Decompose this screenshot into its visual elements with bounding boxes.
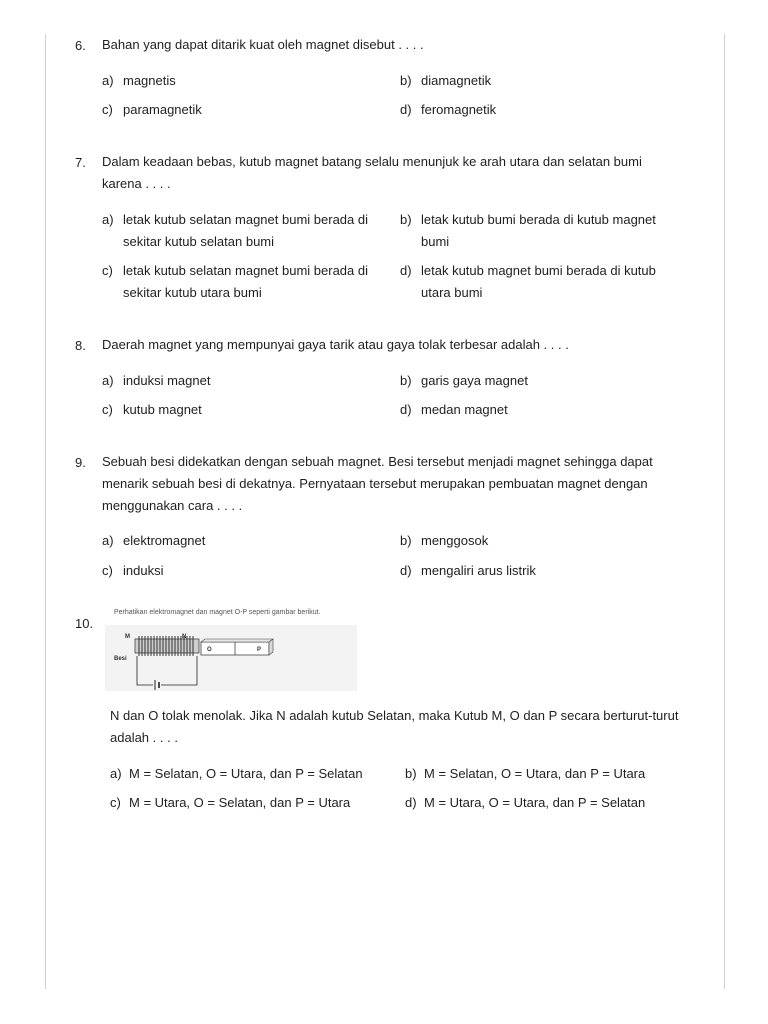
option-text: M = Selatan, O = Utara, dan P = Selatan	[129, 766, 363, 781]
option-text-line: letak kutub bumi berada di kutub magnet	[421, 212, 656, 227]
question-number: 6.	[75, 38, 86, 53]
option-text	[421, 209, 656, 253]
option-letter: c)	[102, 102, 113, 117]
bar-magnet-top	[201, 639, 273, 642]
option-letter: d)	[400, 402, 412, 417]
option-text: menggosok	[421, 533, 489, 548]
option-letter: b)	[400, 73, 412, 88]
option-text: M = Utara, O = Selatan, dan P = Utara	[129, 795, 351, 810]
question-text-line: Daerah magnet yang mempunyai gaya tarik atau gaya tolak terbesar adalah . . . .	[102, 337, 569, 352]
question-number: 8.	[75, 338, 86, 353]
option-c[interactable]	[102, 399, 202, 421]
bar-magnet-side	[269, 639, 273, 655]
option-d[interactable]	[400, 260, 656, 304]
label-p: P	[257, 647, 262, 653]
option-letter: c)	[102, 263, 113, 278]
question-number: 10.	[75, 616, 94, 631]
option-text: induksi magnet	[123, 373, 211, 388]
option-text-line: letak kutub magnet bumi berada di kutub	[421, 263, 656, 278]
option-d[interactable]	[405, 792, 645, 814]
option-c[interactable]	[102, 560, 163, 582]
option-letter: d)	[405, 795, 417, 810]
question-text-line: karena . . . .	[102, 176, 171, 191]
question-number: 9.	[75, 455, 86, 470]
option-text: M = Utara, O = Utara, dan P = Selatan	[424, 795, 646, 810]
option-text-line: sekitar kutub selatan bumi	[123, 234, 275, 249]
option-text	[123, 209, 368, 253]
option-text: garis gaya magnet	[421, 373, 528, 388]
option-letter: c)	[102, 563, 113, 578]
option-letter: d)	[400, 263, 412, 278]
option-b[interactable]	[405, 763, 645, 785]
page-border-right	[724, 34, 725, 989]
option-text-line: letak kutub selatan magnet bumi berada di	[123, 263, 368, 278]
option-letter: d)	[400, 102, 412, 117]
question-text	[110, 705, 678, 749]
option-text: kutub magnet	[123, 402, 202, 417]
question-text-line: Bahan yang dapat ditarik kuat oleh magnet disebut . . . .	[102, 37, 424, 52]
option-text-line: sekitar kutub utara bumi	[123, 285, 262, 300]
page-border-left	[45, 34, 46, 989]
option-c[interactable]	[110, 792, 350, 814]
label-m: M	[125, 634, 130, 640]
electromagnet-figure	[105, 609, 357, 691]
option-letter: a)	[110, 766, 122, 781]
option-text-line: bumi	[421, 234, 450, 249]
option-c[interactable]	[102, 99, 202, 121]
question-text-line: menarik sebuah besi di dekatnya. Pernyataan tersebut merupakan pembuatan magnet dengan	[102, 476, 648, 491]
option-letter: b)	[400, 212, 412, 227]
option-letter: a)	[102, 73, 114, 88]
question-text	[102, 451, 653, 517]
option-b[interactable]	[400, 70, 491, 92]
option-text: elektromagnet	[123, 533, 206, 548]
circuit-wire-left	[137, 656, 153, 685]
label-besi: Besi	[114, 656, 127, 662]
option-text-line: letak kutub selatan magnet bumi berada di	[123, 212, 368, 227]
option-a[interactable]	[102, 70, 176, 92]
option-letter: b)	[400, 373, 412, 388]
question-text-line: Dalam keadaan bebas, kutub magnet batang selalu menunjuk ke arah utara dan selatan bumi	[102, 154, 642, 169]
option-b[interactable]	[400, 370, 528, 392]
option-a[interactable]	[102, 370, 210, 392]
question-text-line: adalah . . . .	[110, 730, 178, 745]
option-text: diamagnetik	[421, 73, 492, 88]
circuit-wire-right	[161, 656, 197, 685]
option-a[interactable]	[102, 530, 205, 552]
question-text-line: menggunakan cara . . . .	[102, 498, 243, 513]
option-b[interactable]	[400, 209, 656, 253]
option-a[interactable]	[102, 209, 368, 253]
figure-caption: Perhatikan elektromagnet dan magnet O-P seperti gambar berikut.	[114, 609, 321, 616]
option-text: induksi	[123, 563, 164, 578]
option-text: mengaliri arus listrik	[421, 563, 536, 578]
question-text-line: N dan O tolak menolak. Jika N adalah kutub Selatan, maka Kutub M, O dan P secara berturut-turut	[110, 708, 679, 723]
option-letter: b)	[405, 766, 417, 781]
option-letter: a)	[102, 212, 114, 227]
label-n: N	[182, 634, 187, 640]
label-o: O	[207, 647, 212, 653]
option-text: paramagnetik	[123, 102, 202, 117]
option-text: magnetis	[123, 73, 176, 88]
option-letter: a)	[102, 533, 114, 548]
option-letter: c)	[110, 795, 121, 810]
option-letter: a)	[102, 373, 114, 388]
option-d[interactable]	[400, 560, 536, 582]
option-letter: c)	[102, 402, 113, 417]
question-text-line: Sebuah besi didekatkan dengan sebuah magnet. Besi tersebut menjadi magnet sehingga dapat	[102, 454, 653, 469]
option-text: feromagnetik	[421, 102, 497, 117]
electromagnet-diagram	[105, 625, 357, 691]
option-letter: d)	[400, 563, 412, 578]
option-c[interactable]	[102, 260, 368, 304]
question-number: 7.	[75, 155, 86, 170]
option-text: medan magnet	[421, 402, 508, 417]
option-text	[123, 260, 368, 304]
option-b[interactable]	[400, 530, 488, 552]
question-text	[102, 34, 424, 56]
option-d[interactable]	[400, 399, 508, 421]
option-text	[421, 260, 656, 304]
option-d[interactable]	[400, 99, 496, 121]
option-letter: b)	[400, 533, 412, 548]
question-text	[102, 334, 569, 356]
option-a[interactable]	[110, 763, 363, 785]
question-text	[102, 151, 642, 195]
option-text: M = Selatan, O = Utara, dan P = Utara	[424, 766, 646, 781]
option-text-line: utara bumi	[421, 285, 483, 300]
